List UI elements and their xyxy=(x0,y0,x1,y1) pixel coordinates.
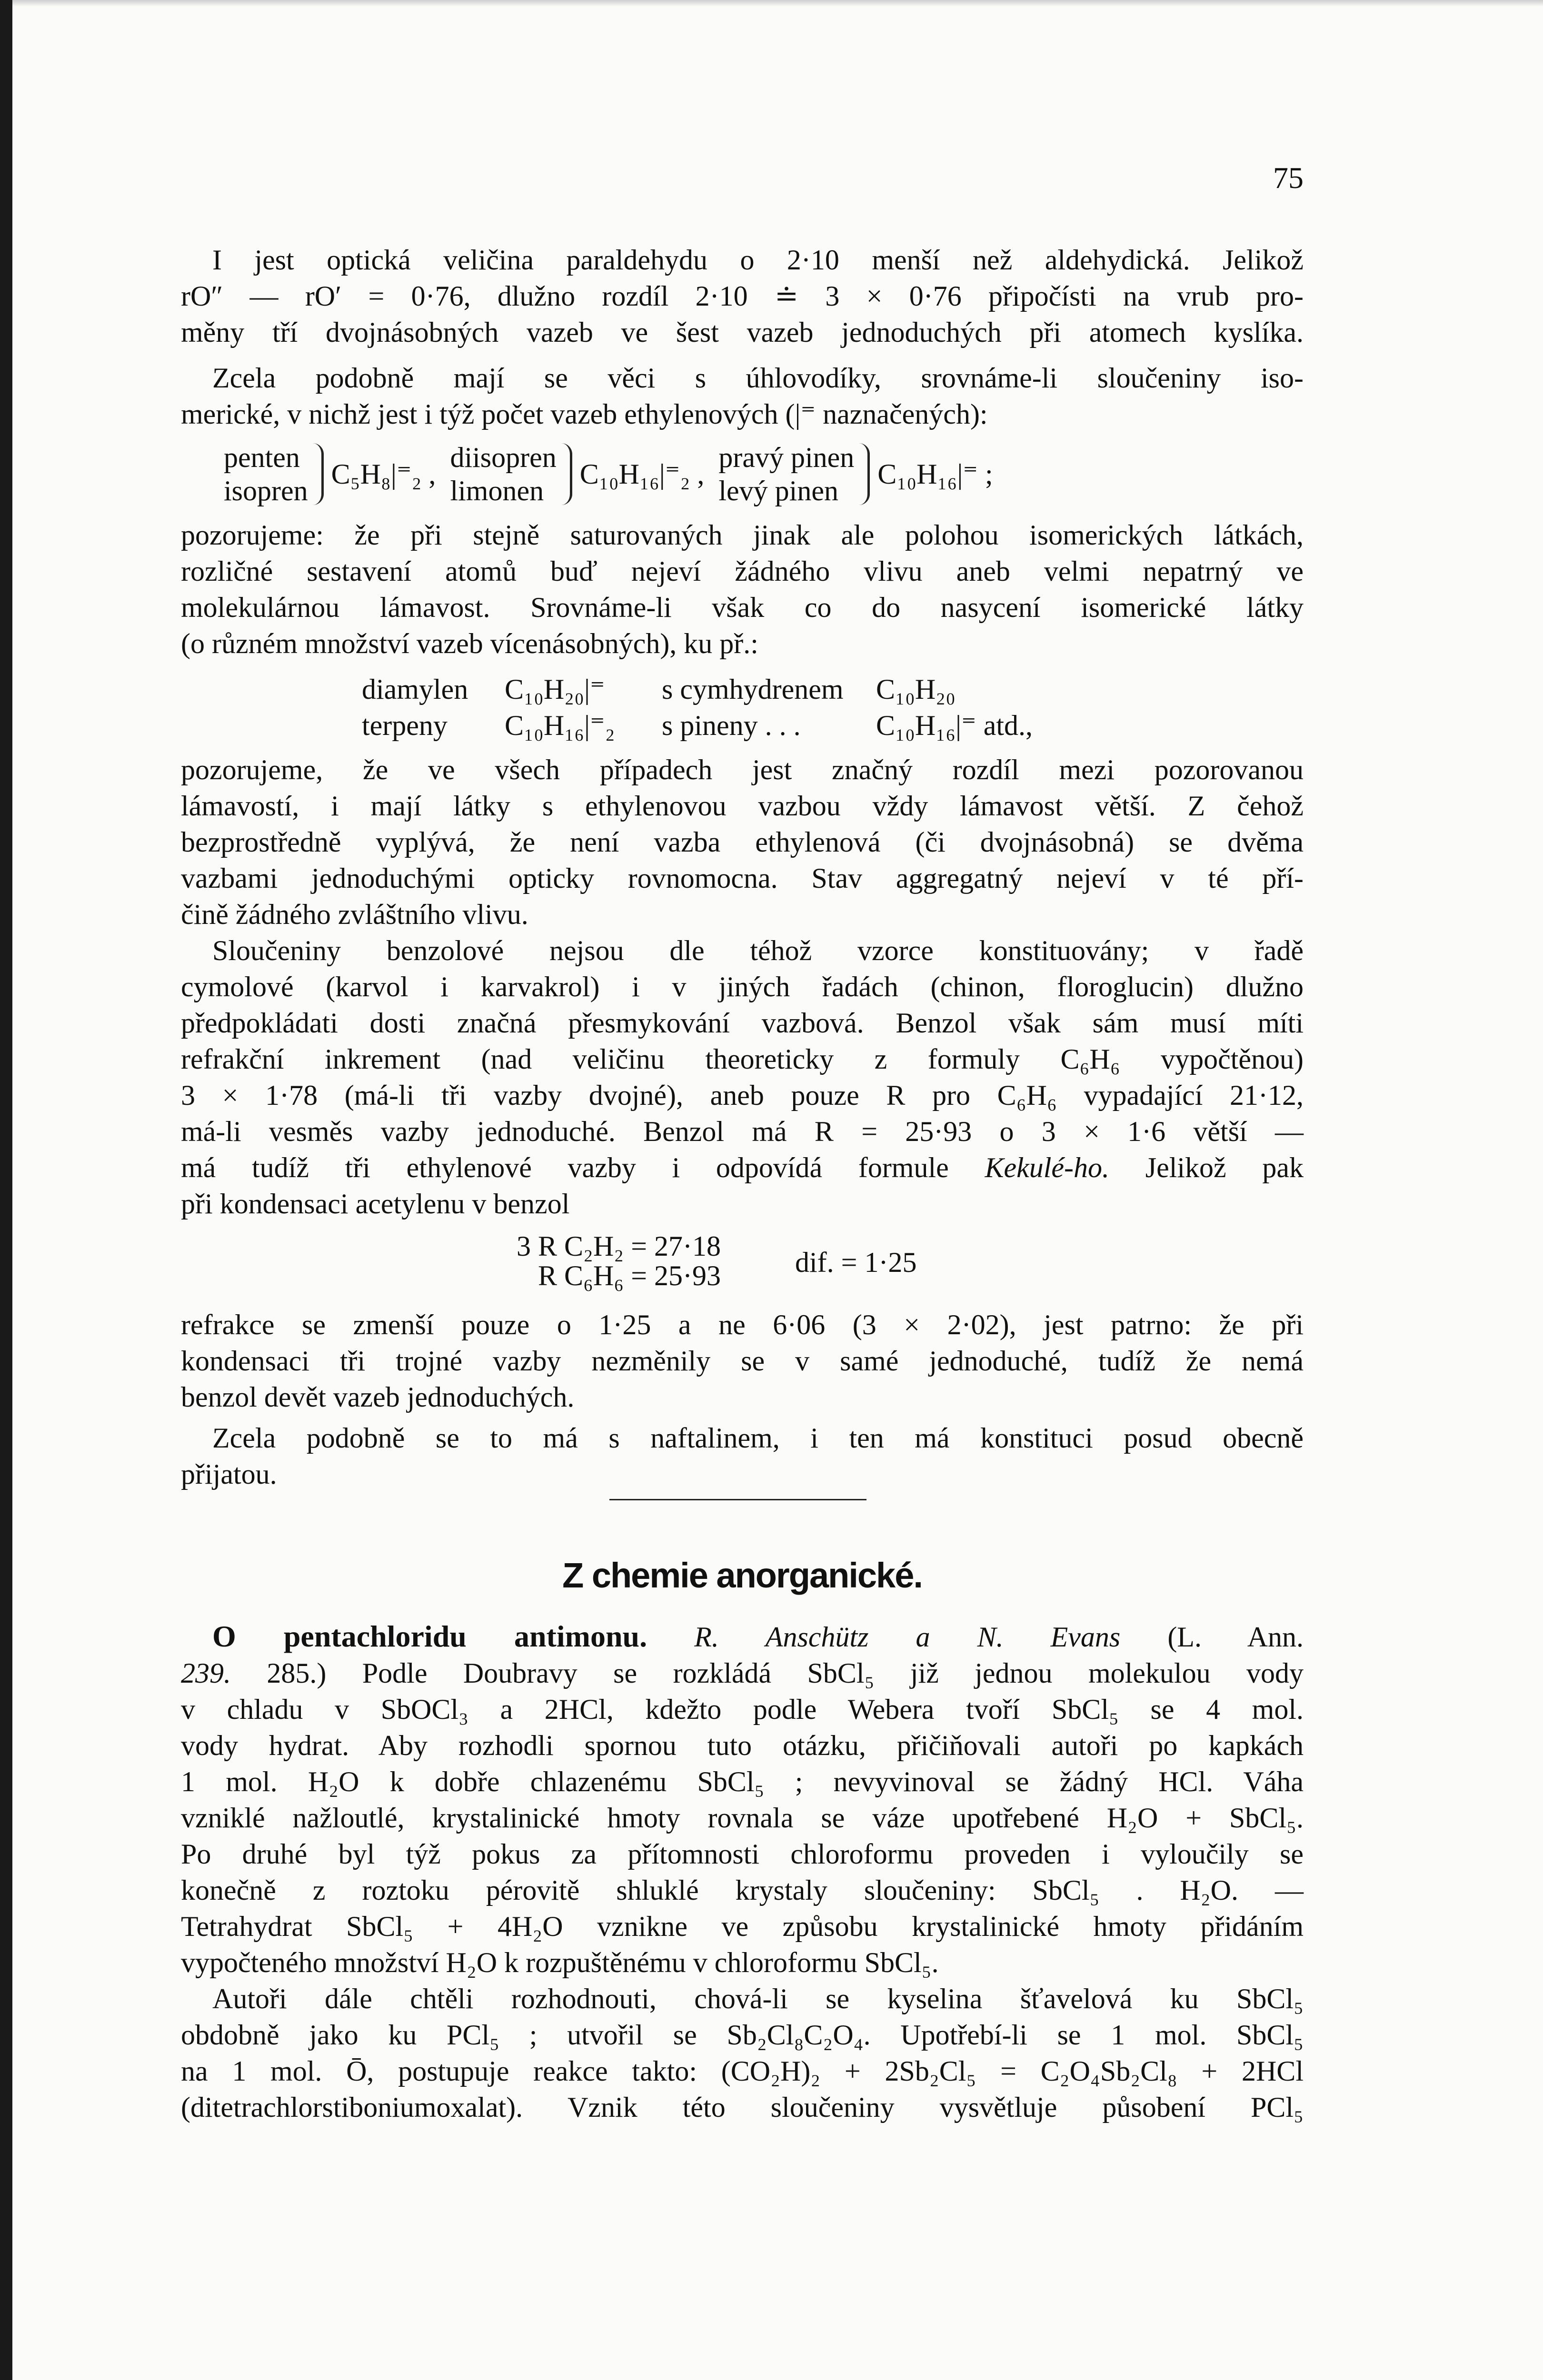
formula-value: C₅H₈|⁼₂ , xyxy=(331,458,436,490)
text-line: při kondensaci acetylenu v benzol xyxy=(181,1188,570,1220)
text-line: v chladu v SbOCl₃ a 2HCl, kdežto podle Webera tvoří SbCl₅ se 4 mol. xyxy=(181,1694,1304,1725)
text-line: na 1 mol. Ō, postupuje reakce takto: (CO₂H)₂ + 2Sb₂Cl₅ = C₂O₄Sb₂Cl₈ + 2HCl xyxy=(181,2055,1304,2087)
article-title: O pentachloridu antimonu. xyxy=(212,1619,647,1653)
example-row xyxy=(362,671,1304,707)
italic-name: Kekulé-ho. xyxy=(985,1152,1110,1183)
equation-line: R C₆H₆ = 25·93 xyxy=(538,1260,721,1291)
text-line: (ditetrachlorstiboniumoxalat). Vznik této sloučeniny vysvětluje působení PCl₅ xyxy=(181,2092,1304,2123)
paragraph xyxy=(181,752,1304,932)
text-line: lámavostí, i mají látky s ethylenovou vazbou vždy lámavost větší. Z čehož xyxy=(181,790,1304,822)
text-line: kondensaci tři trojné vazby nezměnily se v samé jednoduché, tudíž že nemá xyxy=(181,1345,1304,1377)
text-line: 1 mol. H₂O k dobře chlazenému SbCl₅ ; nevyvinoval se žádný HCl. Váha xyxy=(181,1766,1304,1797)
text-line: 3 × 1·78 (má-li tři vazby dvojné), aneb pouze R pro C₆H₆ vypadající 21·12, xyxy=(181,1080,1304,1111)
text-line: přijatou. xyxy=(181,1458,277,1490)
text-line: Po druhé byl týž pokus za přítomnosti chloroformu proveden i vyloučily se xyxy=(181,1838,1304,1870)
compound-name: diisopren xyxy=(450,442,557,473)
example-compare: s cymhydrenem xyxy=(662,674,844,705)
compound-name: isopren xyxy=(224,475,308,506)
page-number: 75 xyxy=(1273,161,1304,195)
paragraph xyxy=(181,242,1304,350)
text-line: Tetrahydrat SbCl₅ + 4H₂O vznikne ve způsobu krystalinické hmoty přidáním xyxy=(181,1911,1304,1942)
section-heading: Z chemie anorganické. xyxy=(562,1556,922,1595)
text-line: merické, v nichž jest i týž počet vazeb ethylenových (|⁼ naznačených): xyxy=(181,398,988,430)
refraction-equation xyxy=(181,1231,1304,1293)
article-authors: R. Anschütz a N. Evans xyxy=(694,1621,1121,1653)
text-line: rO″ — rO′ = 0·76, dlužno rozdíl 2·10 ≐ 3 × 0·76 připočísti na vrub pro- xyxy=(181,280,1304,312)
section-divider xyxy=(609,1499,866,1500)
text-line: benzol devět vazeb jednoduchých. xyxy=(181,1381,575,1413)
text-line: čině žádného zvláštního vlivu. xyxy=(181,899,528,930)
examples-block xyxy=(181,671,1304,744)
text-line: předpokládati dosti značná přesmykování vazbová. Benzol však sám musí míti xyxy=(181,1007,1304,1039)
paragraph xyxy=(181,360,1304,432)
compound-name: levý pinen xyxy=(718,475,838,506)
text-line: I jest optická veličina paraldehydu o 2·10 menší než aldehydická. Jelikož xyxy=(212,244,1304,276)
text-line: vazbami jednoduchými opticky rovnomocna. Stav aggregatný nejeví v té pří- xyxy=(181,863,1304,894)
text-line: Zcela podobně se to má s naftalinem, i ten má konstituci posud obecně xyxy=(212,1422,1304,1454)
example-name: diamylen xyxy=(362,674,468,705)
compound-name: pravý pinen xyxy=(718,442,855,473)
paragraph xyxy=(181,1981,1304,2125)
formula-group xyxy=(718,441,993,507)
example-formula: C₁₀H₁₆|⁼₂ xyxy=(505,710,615,741)
text-line: vypočteného množství H₂O k rozpuštěnému v chloroformu SbCl₅. xyxy=(181,1947,939,1978)
text-segment: 285.) Podle Doubravy se rozkládá SbCl₅ již jednou molekulou vody xyxy=(231,1657,1304,1689)
paragraph xyxy=(181,1307,1304,1415)
example-row xyxy=(362,707,1304,744)
text-line: Autoři dále chtěli rozhodnouti, chová-li se kyselina šťavelová ku SbCl₅ xyxy=(212,1983,1304,2014)
text-line: Zcela podobně mají se věci s úhlovodíky, srovnáme-li sloučeniny iso- xyxy=(212,362,1304,394)
text-line: pozorujeme, že ve všech případech jest značný rozdíl mezi pozorovanou xyxy=(181,754,1304,785)
formula-group xyxy=(450,441,704,507)
text-line: konečně z roztoku pérovitě shluklé krystaly sloučeniny: SbCl₅ . H₂O. — xyxy=(181,1874,1304,1906)
formula-value: C₁₀H₁₆|⁼ ; xyxy=(877,458,993,490)
paragraph xyxy=(181,1420,1304,1492)
isomer-formula-row xyxy=(181,439,1304,509)
brace-symbol xyxy=(561,443,572,505)
compound-name: penten xyxy=(224,442,300,473)
text-line xyxy=(181,1655,1304,1691)
scan-edge xyxy=(0,0,12,2380)
text-line: refrakce se zmenší pouze o 1·25 a ne 6·06 (3 × 2·02), jest patrno: že při xyxy=(181,1309,1304,1340)
text-line: (o různém množství vazeb vícenásobných), ku př.: xyxy=(181,628,758,659)
text-line xyxy=(181,1150,1304,1186)
example-compare: s pineny . . . xyxy=(662,710,801,741)
text-line: refrakční inkrement (nad veličinu theoreticky z formuly C₆H₆ vypočtěnou) xyxy=(181,1043,1304,1075)
text-line: obdobně jako ku PCl₅ ; utvořil se Sb₂Cl₈C₂O₄. Upotřebí-li se 1 mol. SbCl₅ xyxy=(181,2019,1304,2051)
paragraph xyxy=(181,932,1304,1222)
formula-group xyxy=(224,441,436,507)
text-segment: Jelikož pak xyxy=(1109,1152,1304,1183)
text-line: vody hydrat. Aby rozhodli spornou tuto otázku, přičiňovali autoři po kapkách xyxy=(181,1730,1304,1761)
volume-number: 239. xyxy=(181,1657,231,1689)
brace-symbol xyxy=(859,443,870,505)
paragraph xyxy=(181,517,1304,662)
page-body xyxy=(181,0,1304,2144)
text-line: rozličné sestavení atomů buď nejeví žádného vlivu aneb velmi nepatrný ve xyxy=(181,555,1304,587)
text-line: Sloučeniny benzolové nejsou dle téhož vzorce konstituovány; v řadě xyxy=(212,935,1304,966)
text-line: pozorujeme: že při stejně saturovaných jinak ale polohou isomerických látkách, xyxy=(181,519,1304,551)
example-formula: C₁₀H₁₆|⁼ atd., xyxy=(876,710,1033,741)
text-segment: má tudíž tři ethylenové vazby i odpovídá formule xyxy=(181,1152,985,1183)
text-segment: (L. Ann. xyxy=(1167,1621,1304,1653)
brace-symbol xyxy=(313,443,324,505)
paragraph xyxy=(181,1618,1304,1981)
equation-line: 3 R C₂H₂ = 27·18 xyxy=(517,1230,721,1262)
text-line: vzniklé nažloutlé, krystalinické hmoty rovnala se váze upotřebené H₂O + SbCl₅. xyxy=(181,1802,1304,1834)
compound-name: limonen xyxy=(450,475,544,506)
formula-value: C₁₀H₁₆|⁼₂ , xyxy=(579,458,705,490)
example-formula: C₁₀H₂₀ xyxy=(876,674,956,705)
equation-difference: dif. = 1·25 xyxy=(795,1247,917,1278)
text-line: cymolové (karvol i karvakrol) i v jiných řadách (chinon, floroglucin) dlužno xyxy=(181,971,1304,1002)
text-line xyxy=(181,1618,1304,1655)
text-line: měny tří dvojnásobných vazeb ve šest vazeb jednoduchých při atomech kyslíka. xyxy=(181,317,1304,348)
example-formula: C₁₀H₂₀|⁼ xyxy=(505,674,605,705)
example-name: terpeny xyxy=(362,710,448,741)
text-line: bezprostředně vyplývá, že není vazba ethylenová (či dvojnásobná) se dvěma xyxy=(181,826,1304,858)
text-line: molekulárnou lámavost. Srovnáme-li však co do nasycení isomerické látky xyxy=(181,592,1304,623)
text-line: má-li vesměs vazby jednoduché. Benzol má R = 25·93 o 3 × 1·6 větší — xyxy=(181,1116,1304,1147)
